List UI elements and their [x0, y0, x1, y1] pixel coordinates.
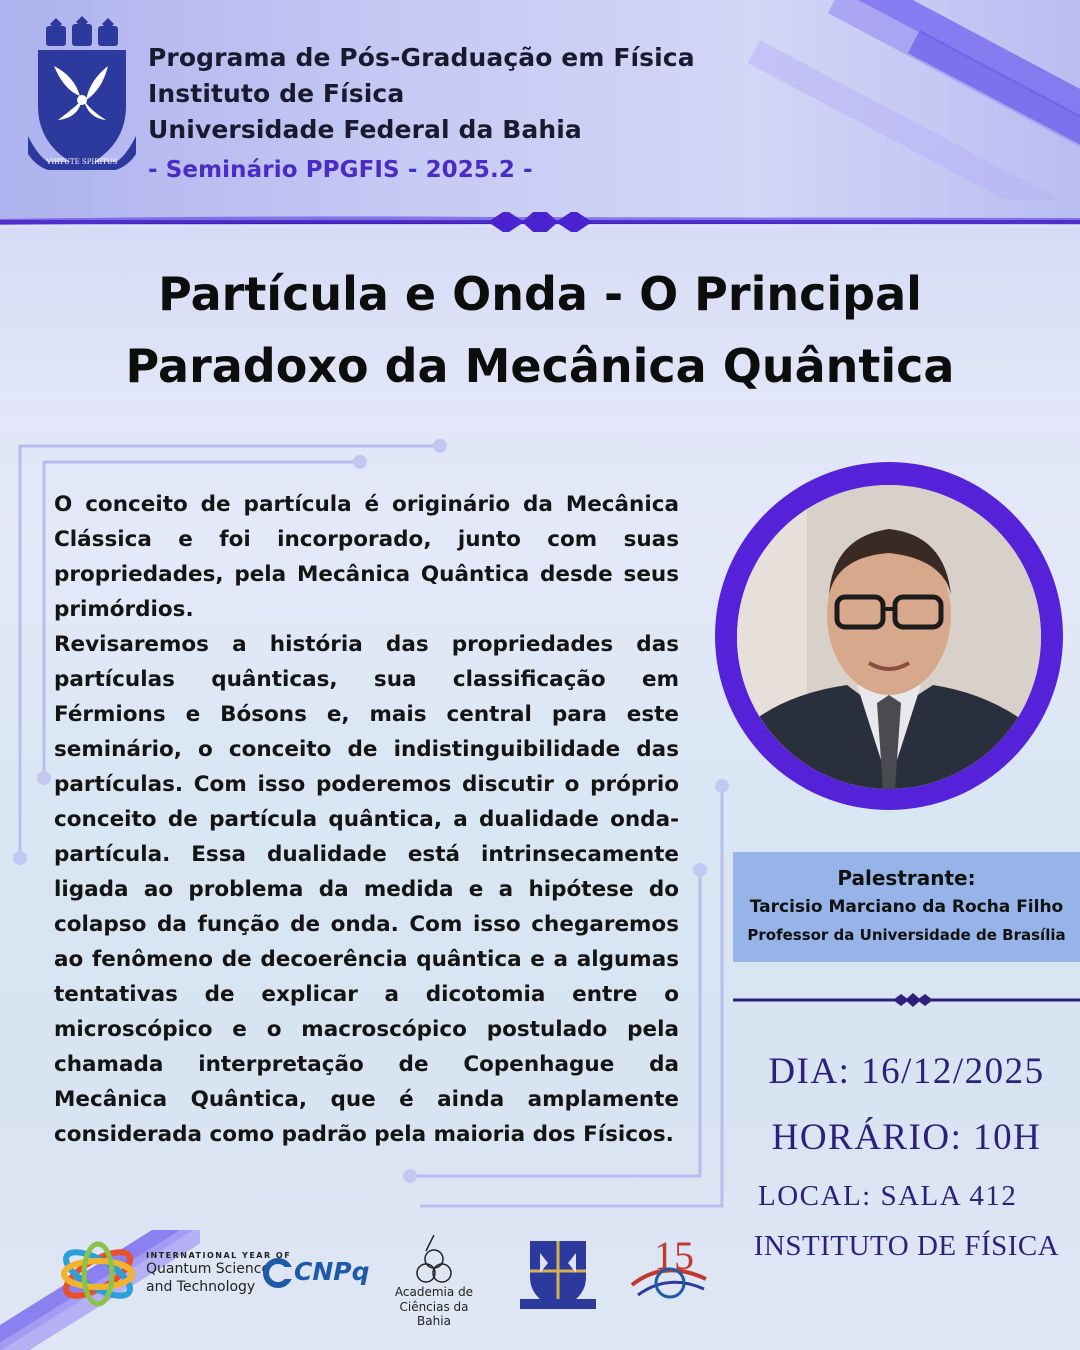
seminar-label: - Seminário PPGFIS - 2025.2 - [148, 157, 533, 183]
event-place: INSTITUTO DE FÍSICA [753, 1230, 1060, 1262]
cnpq-logo-icon [262, 1257, 294, 1289]
svg-text:15: 15 [654, 1233, 694, 1278]
program-name: Programa de Pós-Graduação em Física [148, 43, 695, 72]
abstract-paragraph-1: O conceito de partícula é originário da Mecânica Clássica e foi incorporado, junto com suas propriedades, pela Mecânica Quântica desde seus primórdios. [54, 492, 679, 622]
cnpq-logo-text: CNPq [294, 1257, 370, 1286]
event-time: HORÁRIO: 10H [771, 1117, 1042, 1158]
sponsor-logos [0, 1225, 733, 1335]
title-line-2: Paradoxo da Mecânica Quântica [125, 339, 955, 393]
iyq-line-2: Quantum Science [146, 1261, 271, 1277]
seminar-title [0, 258, 1080, 402]
speaker-info-box [733, 852, 1080, 962]
ufba-crest-icon [516, 1233, 600, 1317]
header-divider [0, 212, 1080, 232]
info-divider [733, 990, 1080, 1010]
speaker-label: Palestrante: [837, 866, 976, 890]
ufba-coat-of-arms-logo [28, 16, 136, 184]
event-location: LOCAL: SALA 412 [758, 1180, 1018, 1212]
acb-logo-icon [404, 1233, 464, 1291]
iyq-logo-icon [58, 1239, 138, 1309]
speaker-name: Tarcisio Marciano da Rocha Filho [749, 897, 1064, 917]
institute-name: Instituto de Física [148, 79, 405, 108]
anniversary-15-icon [624, 1229, 714, 1313]
abstract-paragraph-2: Revisaremos a história das propriedades das partículas quânticas, sua classificação em Férmions e Bósons e, mais central para este seminário, o conceito de indistinguibilidade das partículas. Com isso poderemos discutir o próprio conceito de partícula quântica, a dualidade onda-partícula. Essa dualidade está intrinsecamente ligada ao problema da medida e a hipótese do colapso da função de onda. Com isso chegaremos ao fenômeno de decoerência quântica e a algumas tentativas de explicar a dicotomia entre o microscópico e o macroscópico postulado pela chamada interpretação de Copenhague da Mecânica Quântica, que é ainda amplamente considerada como padrão pela maioria dos Físicos. [54, 632, 679, 1147]
title-line-1: Partícula e Onda - O Principal [158, 267, 922, 321]
speaker-portrait-image [737, 485, 1041, 789]
decorative-stripes [720, 0, 1080, 200]
speaker-photo [737, 485, 1041, 789]
acb-line-2: Ciências da Bahia [399, 1300, 469, 1328]
iyq-line-1: INTERNATIONAL YEAR OF [146, 1251, 292, 1260]
abstract-text [54, 487, 679, 1152]
speaker-role: Professor da Universidade de Brasília [747, 926, 1066, 944]
iyq-line-3: and Technology [146, 1279, 256, 1295]
acb-line-1: Academia de [394, 1285, 474, 1299]
university-name: Universidade Federal da Bahia [148, 115, 582, 144]
event-date: DIA: 16/12/2025 [768, 1051, 1045, 1092]
svg-text:VIRTUTE SPIRITUS: VIRTUTE SPIRITUS [46, 158, 118, 166]
